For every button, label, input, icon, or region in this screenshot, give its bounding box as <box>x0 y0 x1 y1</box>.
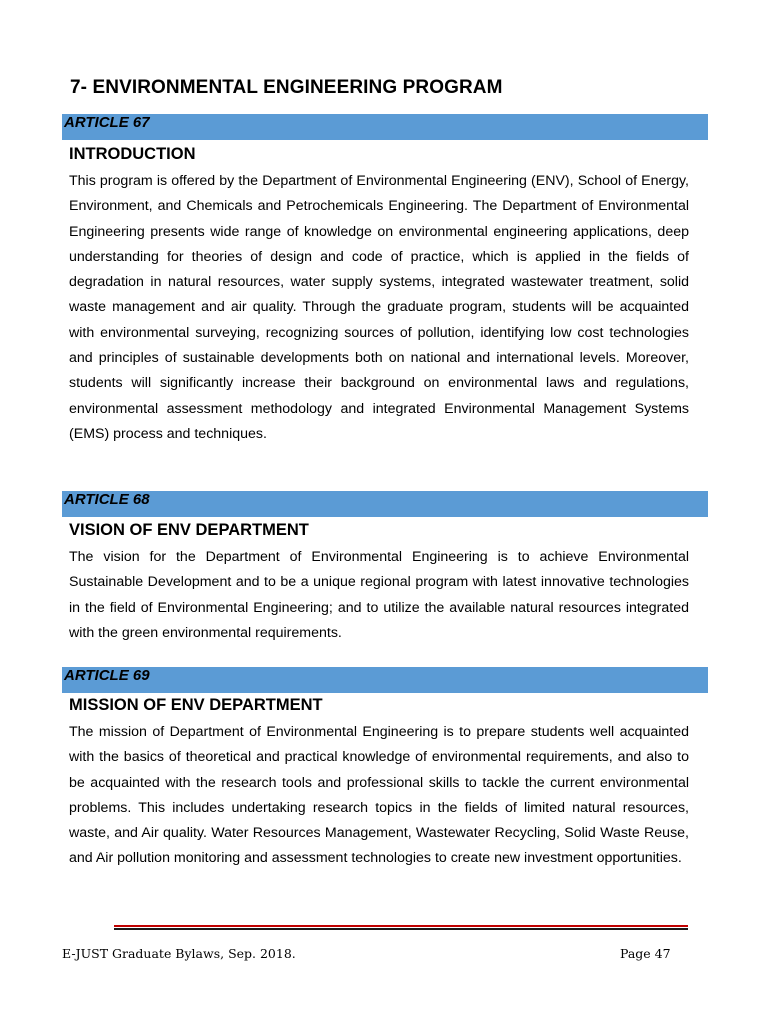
section-heading-introduction: INTRODUCTION <box>69 145 196 163</box>
article-68-label: ARTICLE 68 <box>64 491 150 508</box>
footer-page-number: Page 47 <box>620 946 671 961</box>
article-67-label: ARTICLE 67 <box>64 114 150 131</box>
article-69-label: ARTICLE 69 <box>64 667 150 684</box>
section-body-introduction: This program is offered by the Department of Environmental Engineering (ENV), School of Energy, Environment, and Chemicals and Petrochemicals Engineering. The Department of Environmental Engineering presents wide range of knowledge on environmental engineering applications, deep understanding for theories of design and code of practice, which is applied in the fields of degradation in natural resources, water supply systems, integrated wastewater treatment, solid waste management and air quality. Through the graduate program, students will be acquainted with environmental surveying, recognizing sources of pollution, identifying low cost technologies and principles of sustainable developments both on national and international levels. Moreover, students will significantly increase their background on environmental laws and regulations, environmental assessment methodology and integrated Environmental Management Systems (EMS) process and techniques. <box>69 173 689 442</box>
article-69-bar <box>62 667 708 693</box>
section-body-mission: The mission of Department of Environmental Engineering is to prepare students well acquainted with the basics of theoretical and practical knowledge of environmental requirements, and also to be acquainted with the research tools and professional skills to tackle the current environmental problems. This includes undertaking research topics in the fields of limited natural resources, waste, and Air quality. Water Resources Management, Wastewater Recycling, Solid Waste Reuse, and Air pollution monitoring and assessment technologies to create new investment opportunities. <box>69 724 689 867</box>
article-68-bar <box>62 491 708 517</box>
article-67-bar <box>62 114 708 140</box>
section-heading-mission: MISSION OF ENV DEPARTMENT <box>69 696 323 714</box>
footer-rule <box>114 925 688 930</box>
footer-bylaws-text: E-JUST Graduate Bylaws, Sep. 2018. <box>62 946 296 961</box>
section-body-vision: The vision for the Department of Environmental Engineering is to achieve Environmental Sustainable Development and to be a unique regional program with latest innovative technologies in the field of Environmental Engineering; and to utilize the available natural resources integrated with the green environmental requirements. <box>69 549 689 641</box>
page-title: 7- ENVIRONMENTAL ENGINEERING PROGRAM <box>70 77 503 98</box>
section-heading-vision: VISION OF ENV DEPARTMENT <box>69 521 309 539</box>
